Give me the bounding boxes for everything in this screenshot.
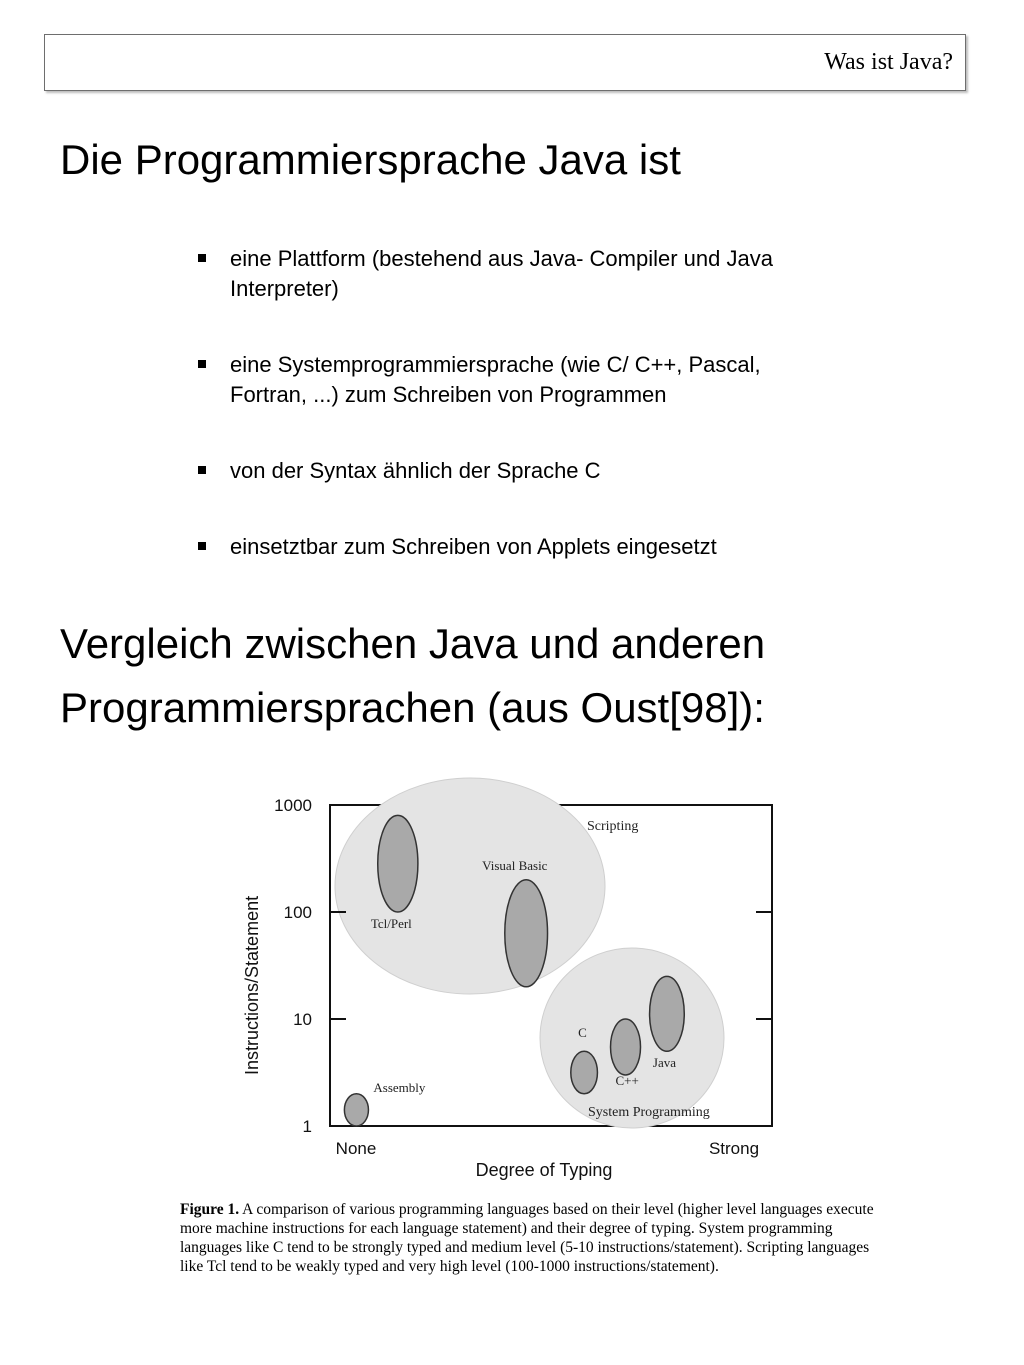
bullet-text: von der Syntax ähnlich der Sprache C <box>230 458 601 483</box>
bullet-item <box>196 532 916 562</box>
bullet-item <box>196 456 916 486</box>
language-mark <box>505 880 548 987</box>
group-label-system-programming: System Programming <box>588 1105 710 1120</box>
bullet-square-icon <box>198 360 206 368</box>
language-label: Assembly <box>373 1079 426 1095</box>
bullet-text-continued: Fortran, ...) zum Schreiben von Programmen <box>230 382 667 407</box>
language-mark <box>611 1019 641 1075</box>
section-heading-comparison-line2: Programmiersprachen (aus Oust[98]): <box>60 684 765 731</box>
bullet-item <box>196 350 916 410</box>
figure-caption-label: Figure 1. <box>180 1201 240 1218</box>
bullet-text-continued: Interpreter) <box>230 276 339 301</box>
slide-header <box>44 34 966 91</box>
bullet-square-icon <box>198 466 206 474</box>
bullet-text: einsetztbar zum Schreiben von Applets eingesetzt <box>230 534 717 559</box>
x-tick-label: Strong <box>708 1139 760 1158</box>
language-label: C <box>578 1025 587 1041</box>
bullet-square-icon <box>198 542 206 550</box>
figure-caption <box>180 1200 880 1276</box>
bullet-list <box>196 244 916 562</box>
language-label: Visual Basic <box>482 857 548 873</box>
language-mark <box>378 815 418 912</box>
y-tick-label: 100 <box>283 903 312 922</box>
language-label: Tcl/Perl <box>370 916 412 931</box>
x-tick-label: None <box>335 1139 377 1158</box>
language-label: C++ <box>615 1072 639 1088</box>
language-mark <box>344 1094 368 1126</box>
bullet-text: eine Systemprogrammiersprache (wie C/ C++, Pascal, <box>230 352 761 377</box>
x-axis-label: Degree of Typing <box>475 1160 613 1180</box>
scripting-group-region <box>335 778 605 994</box>
bullet-text: eine Plattform (bestehend aus Java- Compiler und Java <box>230 246 773 271</box>
header-title: Was ist Java? <box>824 49 953 75</box>
group-label-scripting: Scripting <box>587 819 639 834</box>
language-label: Java <box>652 1055 677 1071</box>
language-mark <box>650 976 685 1051</box>
y-tick-label: 1 <box>302 1117 312 1136</box>
y-tick-label: 10 <box>293 1010 312 1029</box>
bullet-item <box>196 244 916 304</box>
y-tick-label: 1000 <box>274 796 312 815</box>
section-heading-comparison-line1: Vergleich zwischen Java und anderen <box>60 620 766 667</box>
section-heading-java: Die Programmiersprache Java ist <box>60 136 681 183</box>
bullet-square-icon <box>198 254 206 262</box>
figure-caption-text: A comparison of various programming languages based on their level (higher level languages execute more machine instructions for each language statement) and their degree of typing. System programming languages like C tend to be strongly typed and medium level (5-10 instructions/statement). Scripting languages like Tcl tend to be weakly typed and very high level (100-1000 instructions/statement). <box>180 1201 874 1275</box>
y-axis-label: Instructions/Statement <box>242 895 262 1075</box>
language-mark <box>571 1051 598 1094</box>
